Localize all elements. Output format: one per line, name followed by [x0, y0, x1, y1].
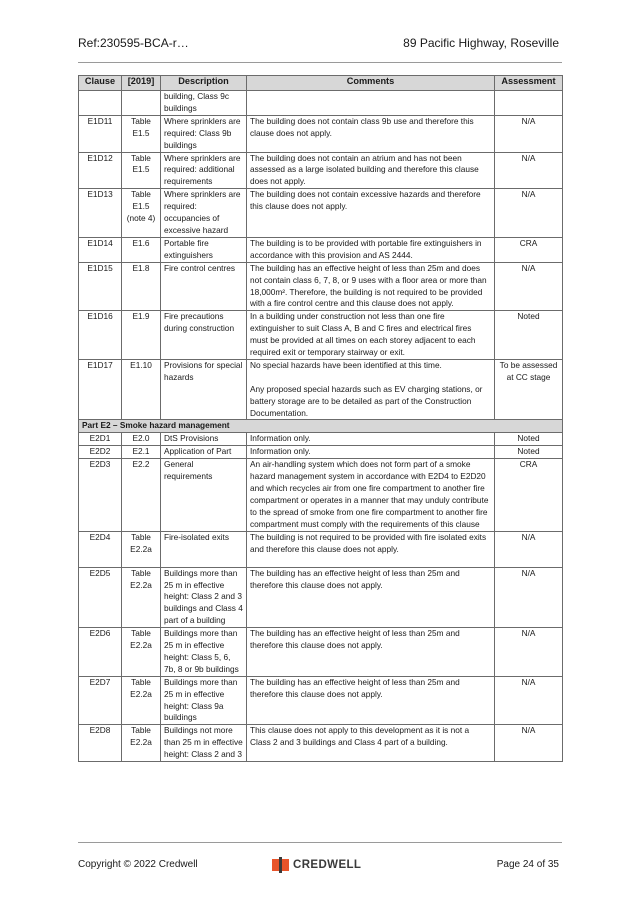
ref2019-cell	[122, 91, 161, 116]
column-header-assessment: Assessment	[495, 76, 563, 91]
description-cell: Buildings more than 25 m in effective height: Class 9a buildings	[161, 676, 247, 725]
table-row	[79, 531, 563, 567]
clause-cell	[79, 91, 122, 116]
description-cell: Buildings more than 25 m in effective height: Class 5, 6, 7b, 8 or 9b buildings	[161, 628, 247, 677]
ref2019-cell: E1.9	[122, 311, 161, 360]
clause-cell: E2D2	[79, 446, 122, 459]
comments-cell: The building does not contain excessive hazards and therefore this clause does not apply.	[247, 189, 495, 238]
clause-cell: E2D7	[79, 676, 122, 725]
clause-cell: E2D4	[79, 531, 122, 567]
ref2019-cell: Table E1.5	[122, 115, 161, 152]
assessment-cell: N/A	[495, 531, 563, 567]
clause-cell: E2D8	[79, 725, 122, 762]
site-address: 89 Pacific Highway, Roseville	[403, 36, 559, 50]
assessment-cell: Noted	[495, 311, 563, 360]
description-cell: Provisions for special hazards	[161, 359, 247, 420]
assessment-cell: N/A	[495, 262, 563, 311]
ref2019-cell: E2.2	[122, 459, 161, 531]
ref2019-cell: Table E2.2a	[122, 567, 161, 628]
assessment-cell: To be assessed at CC stage	[495, 359, 563, 420]
comments-cell: The building is not required to be provided with fire isolated exits and therefore this clause does not apply.	[247, 531, 495, 567]
description-cell: Where sprinklers are required: occupancies of excessive hazard	[161, 189, 247, 238]
assessment-cell: Noted	[495, 433, 563, 446]
page-footer	[78, 856, 559, 876]
clause-cell: E2D5	[79, 567, 122, 628]
comments-cell: The building does not contain class 9b use and therefore this clause does not apply.	[247, 115, 495, 152]
section-title: Part E2 – Smoke hazard management	[79, 420, 563, 433]
clause-cell: E1D16	[79, 311, 122, 360]
description-cell: Buildings more than 25 m in effective height: Class 2 and 3 buildings and Class 4 part of a building	[161, 567, 247, 628]
table-row	[79, 567, 563, 628]
clause-cell: E1D13	[79, 189, 122, 238]
ref2019-cell: Table E1.5 (note 4)	[122, 189, 161, 238]
ref2019-cell: Table E2.2a	[122, 531, 161, 567]
description-cell: Fire control centres	[161, 262, 247, 311]
assessment-cell: N/A	[495, 676, 563, 725]
clause-cell: E2D1	[79, 433, 122, 446]
column-header-comments: Comments	[247, 76, 495, 91]
column-header-2019: [2019]	[122, 76, 161, 91]
clause-assessment-table	[78, 75, 563, 762]
ref2019-cell: E1.6	[122, 237, 161, 262]
table-row	[79, 311, 563, 360]
table-row	[79, 189, 563, 238]
comments-cell: The building has an effective height of less than 25m and therefore this clause does not apply.	[247, 567, 495, 628]
comments-cell: In a building under construction not less than one fire extinguisher to suit Class A, B and C fires and electrical fires must be provided at all times on each storey adjacent to each required exit or temporary stairway or exit.	[247, 311, 495, 360]
credwell-logo-icon	[272, 857, 289, 873]
assessment-cell: N/A	[495, 115, 563, 152]
comments-cell: This clause does not apply to this development as it is not a Class 2 and 3 buildings and Class 4 part of a building.	[247, 725, 495, 762]
description-cell: Buildings not more than 25 m in effective height: Class 2 and 3	[161, 725, 247, 762]
page-header	[78, 36, 559, 56]
table-row	[79, 152, 563, 189]
assessment-cell: N/A	[495, 567, 563, 628]
clause-cell: E2D6	[79, 628, 122, 677]
table-row	[79, 237, 563, 262]
comments-cell: The building has an effective height of less than 25m and therefore this clause does not apply.	[247, 676, 495, 725]
clause-cell: E1D15	[79, 262, 122, 311]
comments-cell: The building is to be provided with portable fire extinguishers in accordance with this provision and AS 2444.	[247, 237, 495, 262]
table-row	[79, 459, 563, 531]
description-cell: Application of Part	[161, 446, 247, 459]
description-cell: building, Class 9c buildings	[161, 91, 247, 116]
description-cell: DtS Provisions	[161, 433, 247, 446]
page-number: Page 24 of 35	[496, 859, 559, 870]
table-row	[79, 433, 563, 446]
description-cell: General requirements	[161, 459, 247, 531]
document-reference: Ref:230595-BCA-r…	[78, 36, 189, 50]
table-row	[79, 262, 563, 311]
clause-cell: E1D17	[79, 359, 122, 420]
clause-cell: E2D3	[79, 459, 122, 531]
column-header-description: Description	[161, 76, 247, 91]
description-cell: Where sprinklers are required: additional requirements	[161, 152, 247, 189]
logo-wordmark: CREDWELL	[293, 859, 362, 871]
ref2019-cell: Table E2.2a	[122, 628, 161, 677]
ref2019-cell: Table E1.5	[122, 152, 161, 189]
description-cell: Portable fire extinguishers	[161, 237, 247, 262]
clause-cell: E1D14	[79, 237, 122, 262]
section-header-row	[79, 420, 563, 433]
assessment-cell: Noted	[495, 446, 563, 459]
table-header-row	[79, 76, 563, 91]
ref2019-cell: E1.8	[122, 262, 161, 311]
assessment-cell: N/A	[495, 725, 563, 762]
header-divider	[78, 62, 562, 63]
column-header-clause: Clause	[79, 76, 122, 91]
ref2019-cell: E2.0	[122, 433, 161, 446]
assessment-cell: N/A	[495, 628, 563, 677]
copyright-notice: Copyright © 2022 Credwell	[78, 859, 198, 870]
comments-cell	[247, 359, 495, 420]
table-row	[79, 676, 563, 725]
ref2019-cell: Table E2.2a	[122, 725, 161, 762]
comments-cell	[247, 91, 495, 116]
table-row	[79, 91, 563, 116]
description-cell: Fire precautions during construction	[161, 311, 247, 360]
footer-divider	[78, 842, 562, 843]
table-row	[79, 115, 563, 152]
assessment-cell: CRA	[495, 237, 563, 262]
comments-cell: The building does not contain an atrium and has not been assessed as a large isolated building and therefore this clause does not apply.	[247, 152, 495, 189]
table-row	[79, 725, 563, 762]
table-row	[79, 359, 563, 420]
comment-paragraph: Any proposed special hazards such as EV charging stations, or battery storage are to be detailed as part of the Construction Documentation.	[250, 383, 483, 418]
ref2019-cell: Table E2.2a	[122, 676, 161, 725]
comments-cell: The building has an effective height of less than 25m and does not contain class 6, 7, 8, or 9 uses with a floor area or more than 18,000m². Therefore, the building is not required to be provided with a fire control centre and this clause does not apply.	[247, 262, 495, 311]
table-row	[79, 446, 563, 459]
comments-cell: An air-handling system which does not form part of a smoke hazard management system in accordance with E2D4 to E2D20 and which recycles air from one fire compartment to another fire compartment or operates in a manner that may unduly contribute to the spread of smoke from one fire compartment to another fire compartment must comply with the requirements of this clause	[247, 459, 495, 531]
paragraph-gap	[250, 372, 491, 384]
comments-cell: Information only.	[247, 433, 495, 446]
assessment-cell	[495, 91, 563, 116]
assessment-cell: CRA	[495, 459, 563, 531]
comments-cell: The building has an effective height of less than 25m and therefore this clause does not apply.	[247, 628, 495, 677]
comment-paragraph: No special hazards have been identified at this time.	[250, 359, 442, 370]
clause-cell: E1D11	[79, 115, 122, 152]
assessment-cell: N/A	[495, 152, 563, 189]
ref2019-cell: E1.10	[122, 359, 161, 420]
table-row	[79, 628, 563, 677]
clause-cell: E1D12	[79, 152, 122, 189]
credwell-logo	[272, 856, 361, 874]
ref2019-cell: E2.1	[122, 446, 161, 459]
description-cell: Where sprinklers are required: Class 9b buildings	[161, 115, 247, 152]
description-cell: Fire-isolated exits	[161, 531, 247, 567]
assessment-cell: N/A	[495, 189, 563, 238]
comments-cell: Information only.	[247, 446, 495, 459]
